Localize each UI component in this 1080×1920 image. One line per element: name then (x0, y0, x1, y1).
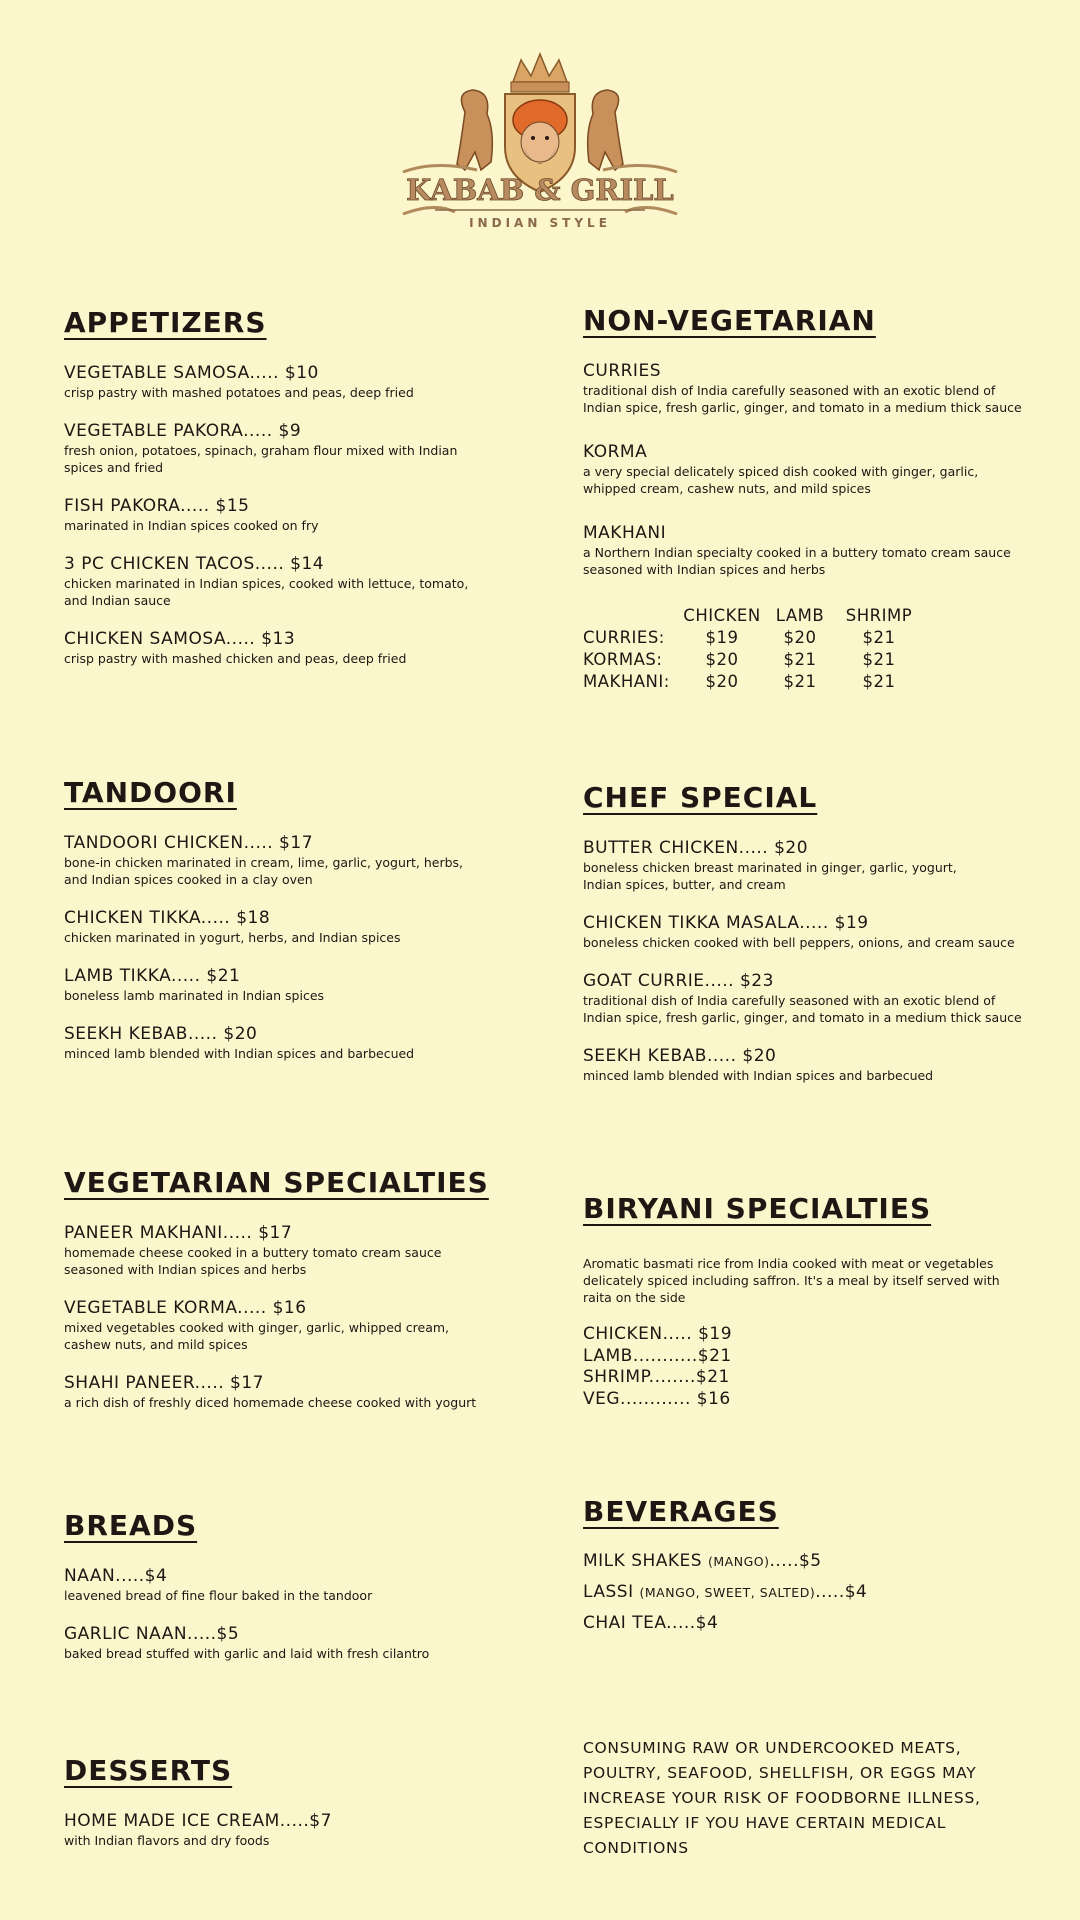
menu-item (64, 421, 484, 476)
section-title: NON-VEGETARIAN (583, 304, 876, 337)
item-desc: minced lamb blended with Indian spices and barbecued (583, 1068, 934, 1083)
item-desc: a very special delicately spiced dish cooked with ginger, garlic, whipped cream, cashew nuts, and mild spices (583, 464, 979, 496)
item-name: CURRIES (583, 361, 661, 381)
menu-item (64, 833, 484, 888)
item-name: TANDOORI CHICKEN..... $17 (64, 833, 314, 853)
row-label: KORMAS: (583, 649, 663, 669)
chef-special-section (583, 781, 1023, 1104)
menu-item (64, 629, 484, 667)
food-safety-warning: CONSUMING RAW OR UNDERCOOKED MEATS, POULTRY, SEAFOOD, SHELLFISH, OR EGGS MAY INCREASE YOUR RISK OF FOODBORNE ILLNESS, ESPECIALLY IF YOU HAVE CERTAIN MEDICAL CONDITIONS (583, 1739, 981, 1857)
row-label: MAKHANI: (583, 671, 670, 691)
item-name: GOAT CURRIE..... $23 (583, 971, 774, 991)
menu-item (64, 966, 484, 1004)
price-cell: $21 (862, 671, 896, 691)
desserts-section (64, 1754, 484, 1869)
biryani-specialties-section (583, 1192, 1023, 1410)
item-desc: chicken marinated in Indian spices, cooked with lettuce, tomato, and Indian sauce (64, 576, 469, 608)
menu-item (583, 442, 1023, 497)
section-title: TANDOORI (64, 776, 237, 809)
item-desc: a Northern Indian specialty cooked in a buttery tomato cream sauce seasoned with Indian spices and herbs (583, 545, 1011, 577)
biryani-price-list (583, 1324, 1023, 1410)
item-name: NAAN.....$4 (64, 1566, 168, 1586)
menu-item (64, 1566, 484, 1604)
item-name: VEGETABLE PAKORA..... $9 (64, 421, 302, 441)
menu-item (64, 363, 484, 401)
item-name: SEEKH KEBAB..... $20 (583, 1046, 777, 1066)
menu-item (583, 1046, 1023, 1084)
item-name: SHAHI PANEER..... $17 (64, 1373, 264, 1393)
menu-item (64, 1298, 484, 1353)
list-item: MILK SHAKES (MANGO).....$5 (583, 1551, 822, 1571)
menu-item (583, 838, 1023, 893)
price-cell: $21 (862, 649, 896, 669)
appetizers-section (64, 306, 484, 687)
section-title: APPETIZERS (64, 306, 267, 339)
section-title: BEVERAGES (583, 1495, 779, 1528)
section-title: DESSERTS (64, 1754, 233, 1787)
item-name: 3 PC CHICKEN TACOS..... $14 (64, 554, 325, 574)
item-desc: homemade cheese cooked in a buttery tomato cream sauce seasoned with Indian spices and herbs (64, 1245, 442, 1277)
price-cell: $21 (783, 649, 817, 669)
price-line: CHICKEN..... $19 (583, 1324, 733, 1344)
item-name: CHICKEN SAMOSA..... $13 (64, 629, 296, 649)
item-desc: boneless chicken breast marinated in ginger, garlic, yogurt, Indian spices, butter, and cream (583, 860, 957, 892)
item-desc: minced lamb blended with Indian spices and barbecued (64, 1046, 415, 1061)
section-title: VEGETARIAN SPECIALTIES (64, 1166, 489, 1199)
item-name: GARLIC NAAN.....$5 (64, 1624, 240, 1644)
item-desc: baked bread stuffed with garlic and laid with fresh cilantro (64, 1646, 430, 1661)
price-line: VEG............ $16 (583, 1388, 731, 1409)
beverage-list (583, 1546, 1023, 1638)
menu-item (64, 1223, 484, 1278)
vegetarian-specialties-section (64, 1166, 489, 1431)
menu-item (64, 1811, 484, 1849)
svg-text:INDIAN STYLE: INDIAN STYLE (469, 216, 611, 230)
item-desc: boneless lamb marinated in Indian spices (64, 988, 325, 1003)
item-desc: marinated in Indian spices cooked on fry (64, 518, 319, 533)
menu-item (583, 971, 1023, 1026)
menu-item (583, 523, 1023, 578)
menu-item (583, 913, 1023, 951)
menu-item (64, 1024, 484, 1062)
item-desc: mixed vegetables cooked with ginger, garlic, whipped cream, cashew nuts, and mild spices (64, 1320, 450, 1352)
item-name: FISH PAKORA..... $15 (64, 496, 250, 516)
list-item: CHAI TEA.....$4 (583, 1613, 719, 1633)
price-cell: $20 (705, 649, 739, 669)
beverages-section (583, 1495, 1023, 1638)
svg-text:KABAB & GRILL: KABAB & GRILL (406, 173, 674, 207)
price-line: LAMB...........$21 (583, 1345, 732, 1366)
item-desc: chicken marinated in yogurt, herbs, and Indian spices (64, 930, 401, 945)
item-desc: traditional dish of India carefully seasoned with an exotic blend of Indian spice, fresh garlic, ginger, and tomato in a medium thick sauce (583, 993, 1022, 1025)
biryani-intro: Aromatic basmati rice from India cooked with meat or vegetables delicately spiced including saffron. It's a meal by itself served with raita on the side (583, 1256, 1000, 1305)
menu-item (64, 908, 484, 946)
table-header: SHRIMP (845, 605, 913, 625)
menu-item (64, 1373, 484, 1411)
item-desc: traditional dish of India carefully seasoned with an exotic blend of Indian spice, fresh garlic, ginger, and tomato in a medium thick sauce (583, 383, 1022, 415)
non-vegetarian-section (583, 304, 1023, 692)
tandoori-section (64, 776, 484, 1082)
item-name: LAMB TIKKA..... $21 (64, 966, 241, 986)
item-name: SEEKH KEBAB..... $20 (64, 1024, 258, 1044)
item-desc: crisp pastry with mashed potatoes and peas, deep fried (64, 385, 414, 400)
table-row (583, 626, 919, 648)
section-title: BIRYANI SPECIALTIES (583, 1192, 932, 1225)
item-name: MAKHANI (583, 523, 667, 543)
item-name: PANEER MAKHANI..... $17 (64, 1223, 293, 1243)
list-item: LASSI (MANGO, SWEET, SALTED).....$4 (583, 1582, 868, 1602)
item-name: CHICKEN TIKKA..... $18 (64, 908, 271, 928)
table-row (583, 648, 919, 670)
item-desc: a rich dish of freshly diced homemade cheese cooked with yogurt (64, 1395, 477, 1410)
item-desc: boneless chicken cooked with bell peppers, onions, and cream sauce (583, 935, 1015, 950)
price-cell: $20 (783, 627, 817, 647)
price-line: SHRIMP........$21 (583, 1367, 730, 1387)
item-name: CHICKEN TIKKA MASALA..... $19 (583, 913, 869, 933)
menu-item (583, 361, 1023, 416)
price-cell: $21 (862, 627, 896, 647)
menu-item (64, 496, 484, 534)
price-cell: $21 (783, 671, 817, 691)
section-title: BREADS (64, 1509, 198, 1542)
item-name: KORMA (583, 442, 648, 462)
item-desc: fresh onion, potatoes, spinach, graham flour mixed with Indian spices and fried (64, 443, 458, 475)
menu-item (64, 1624, 484, 1662)
item-desc: leavened bread of fine flour baked in the tandoor (64, 1588, 373, 1603)
item-name: VEGETABLE KORMA..... $16 (64, 1298, 307, 1318)
section-title: CHEF SPECIAL (583, 781, 818, 814)
item-desc: crisp pastry with mashed chicken and peas, deep fried (64, 651, 407, 666)
row-label: CURRIES: (583, 627, 665, 647)
restaurant-logo (395, 52, 685, 232)
item-desc: with Indian flavors and dry foods (64, 1833, 270, 1848)
table-row (583, 670, 919, 692)
table-header: CHICKEN (683, 605, 761, 625)
menu-item (64, 554, 484, 609)
price-cell: $20 (705, 671, 739, 691)
item-desc: bone-in chicken marinated in cream, lime, garlic, yogurt, herbs, and Indian spices cooked in a clay oven (64, 855, 464, 887)
table-header: LAMB (775, 605, 825, 625)
price-table (583, 604, 919, 692)
price-cell: $19 (705, 627, 739, 647)
item-name: HOME MADE ICE CREAM.....$7 (64, 1811, 332, 1831)
item-name: BUTTER CHICKEN..... $20 (583, 838, 809, 858)
breads-section (64, 1509, 484, 1682)
item-name: VEGETABLE SAMOSA..... $10 (64, 363, 319, 383)
